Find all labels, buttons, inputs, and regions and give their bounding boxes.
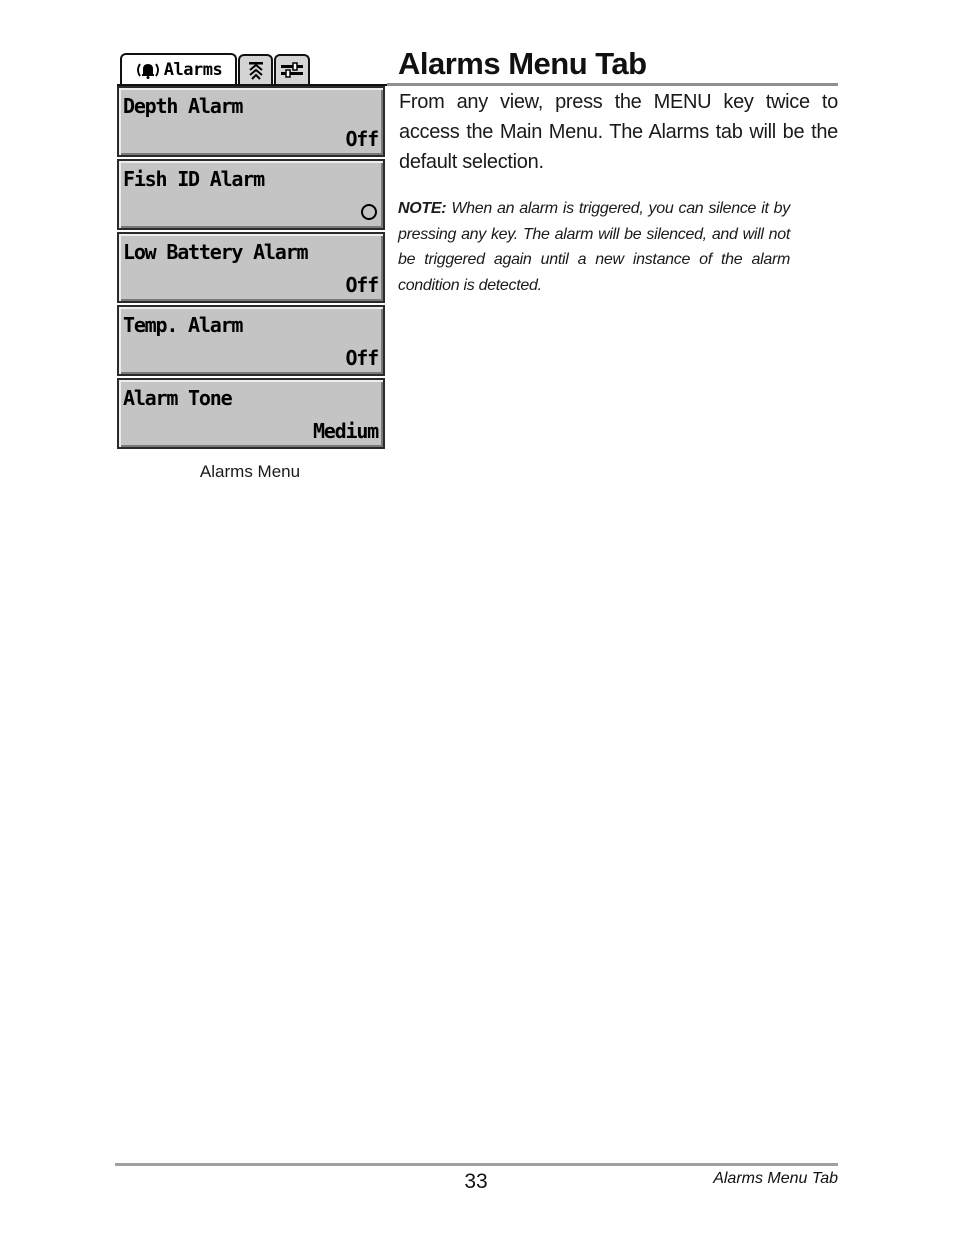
heading-divider <box>387 83 838 86</box>
radio-unchecked-icon[interactable] <box>361 204 377 220</box>
tab-alarms[interactable] <box>120 53 237 85</box>
menu-item-value: Off <box>345 273 378 297</box>
menu-item-temp-alarm[interactable] <box>117 305 385 376</box>
menu-item-value: Medium <box>312 419 378 443</box>
tab-navigation[interactable] <box>238 54 273 84</box>
menu-item-label: Depth Alarm <box>123 94 243 118</box>
setup-tools-icon <box>279 61 305 79</box>
tab-alarms-label: Alarms <box>163 60 223 80</box>
navigation-icon <box>246 60 266 80</box>
note-label: NOTE: <box>398 200 447 217</box>
footer-section-title: Alarms Menu Tab <box>713 1170 838 1187</box>
menu-item-label: Temp. Alarm <box>123 313 243 337</box>
alarm-bell-icon <box>135 61 161 79</box>
menu-item-label: Alarm Tone <box>123 386 232 410</box>
footer-divider <box>115 1163 838 1166</box>
figure-caption: Alarms Menu <box>199 462 301 481</box>
menu-item-depth-alarm[interactable] <box>117 86 385 157</box>
menu-item-value: Off <box>345 127 378 151</box>
menu-tab-bar <box>117 52 387 86</box>
body-paragraph: From any view, press the MENU key twice to access the Main Menu. The Alarms tab will be the default selection. <box>399 91 838 173</box>
menu-item-label: Low Battery Alarm <box>123 240 308 264</box>
menu-item-label: Fish ID Alarm <box>123 167 264 191</box>
page-number: 33 <box>464 1170 488 1193</box>
menu-items <box>117 86 387 451</box>
menu-item-fish-id-alarm[interactable] <box>117 159 385 230</box>
note-text: When an alarm is triggered, you can silence it by pressing any key. The alarm will be silenced, and will not be triggered again until a new instance of the alarm condition is detected. <box>398 200 790 294</box>
menu-item-low-battery-alarm[interactable] <box>117 232 385 303</box>
menu-item-value: Off <box>345 346 378 370</box>
tab-setup[interactable] <box>274 54 310 84</box>
alarms-menu-screen <box>117 52 387 454</box>
note-paragraph <box>398 196 790 298</box>
menu-item-alarm-tone[interactable] <box>117 378 385 449</box>
page-title: Alarms Menu Tab <box>398 46 647 81</box>
